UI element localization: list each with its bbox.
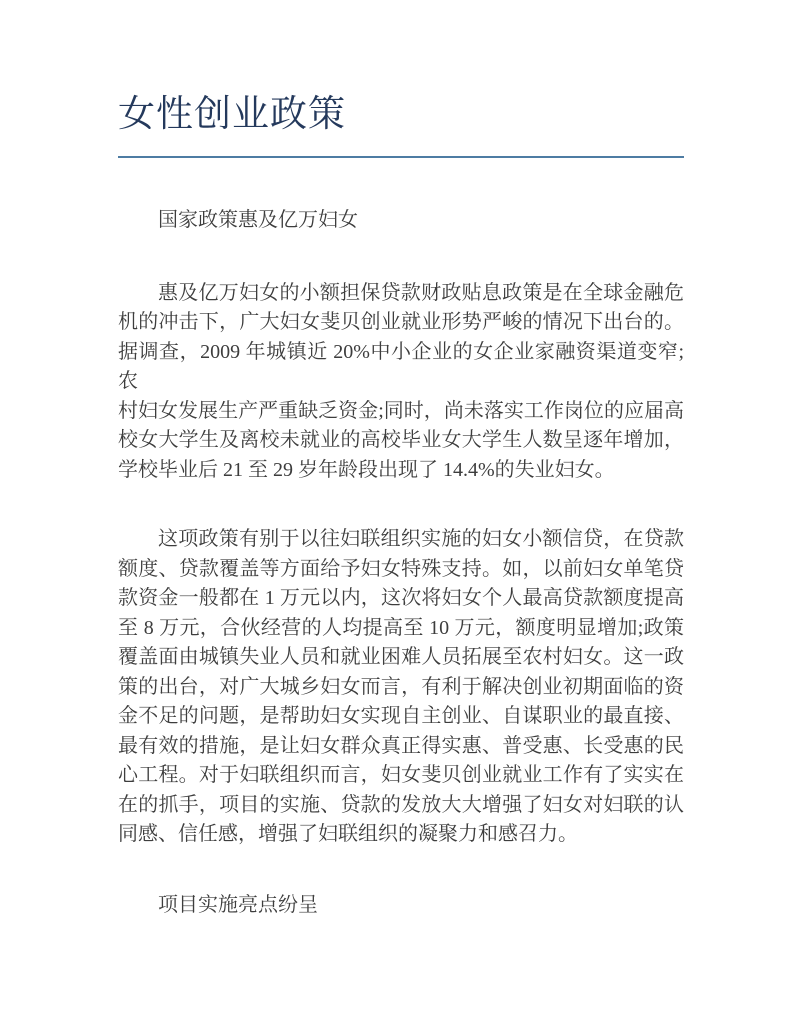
title-divider-rule	[118, 156, 684, 158]
text-line: 款资金一般都在 1 万元以内，这次将妇女个人最高贷款额度提高	[118, 587, 684, 609]
text-line: 在的抓手，项目的实施、贷款的发放大大增强了妇女对妇联的认	[118, 793, 684, 816]
document-title: 女性创业政策	[118, 93, 346, 134]
text-line: 额度、贷款覆盖等方面给予妇女特殊支持。如，以前妇女单笔贷	[118, 557, 684, 580]
section-heading-national-policy: 国家政策惠及亿万妇女	[158, 209, 358, 231]
text-line: 机的冲击下，广大妇女斐贝创业就业形势严峻的情况下出台的。	[118, 311, 684, 333]
text-line: 心工程。对于妇联组织而言，妇女斐贝创业就业工作有了实实在	[118, 764, 684, 786]
text-line: 校女大学生及离校未就业的高校毕业女大学生人数呈逐年增加，	[118, 429, 684, 451]
section-heading-project-highlights: 项目实施亮点纷呈	[158, 893, 318, 916]
text-line: 至 8 万元，合伙经营的人均提高至 10 万元，额度明显增加;政策	[118, 616, 684, 639]
text-line: 策的出台，对广大城乡妇女而言，有利于解决创业初期面临的资	[118, 675, 684, 698]
text-line: 这项政策有别于以往妇联组织实施的妇女小额信贷，在贷款	[158, 528, 684, 550]
document-content	[118, 0, 684, 920]
text-line: 同感、信任感，增强了妇联组织的凝聚力和感召力。	[118, 823, 578, 845]
text-line: 学校毕业后 21 至 29 岁年龄段出现了 14.4%的失业妇女。	[118, 458, 615, 481]
text-line: 金不足的问题，是帮助妇女实现自主创业、自谋职业的最直接、	[118, 705, 684, 727]
paragraph-1	[118, 279, 684, 486]
text-line: 惠及亿万妇女的小额担保贷款财政贴息政策是在全球金融危	[158, 281, 684, 304]
text-line: 据调查，2009 年城镇近 20%中小企业的女企业家融资渠道变窄;农	[118, 340, 684, 392]
text-line: 覆盖面由城镇失业人员和就业困难人员拓展至农村妇女。这一政	[118, 646, 684, 668]
paragraph-2	[118, 525, 684, 850]
text-line: 村妇女发展生产严重缺乏资金;同时，尚未落实工作岗位的应届高	[118, 399, 684, 422]
text-line: 最有效的措施，是让妇女群众真正得实惠、普受惠、长受惠的民	[118, 734, 684, 757]
